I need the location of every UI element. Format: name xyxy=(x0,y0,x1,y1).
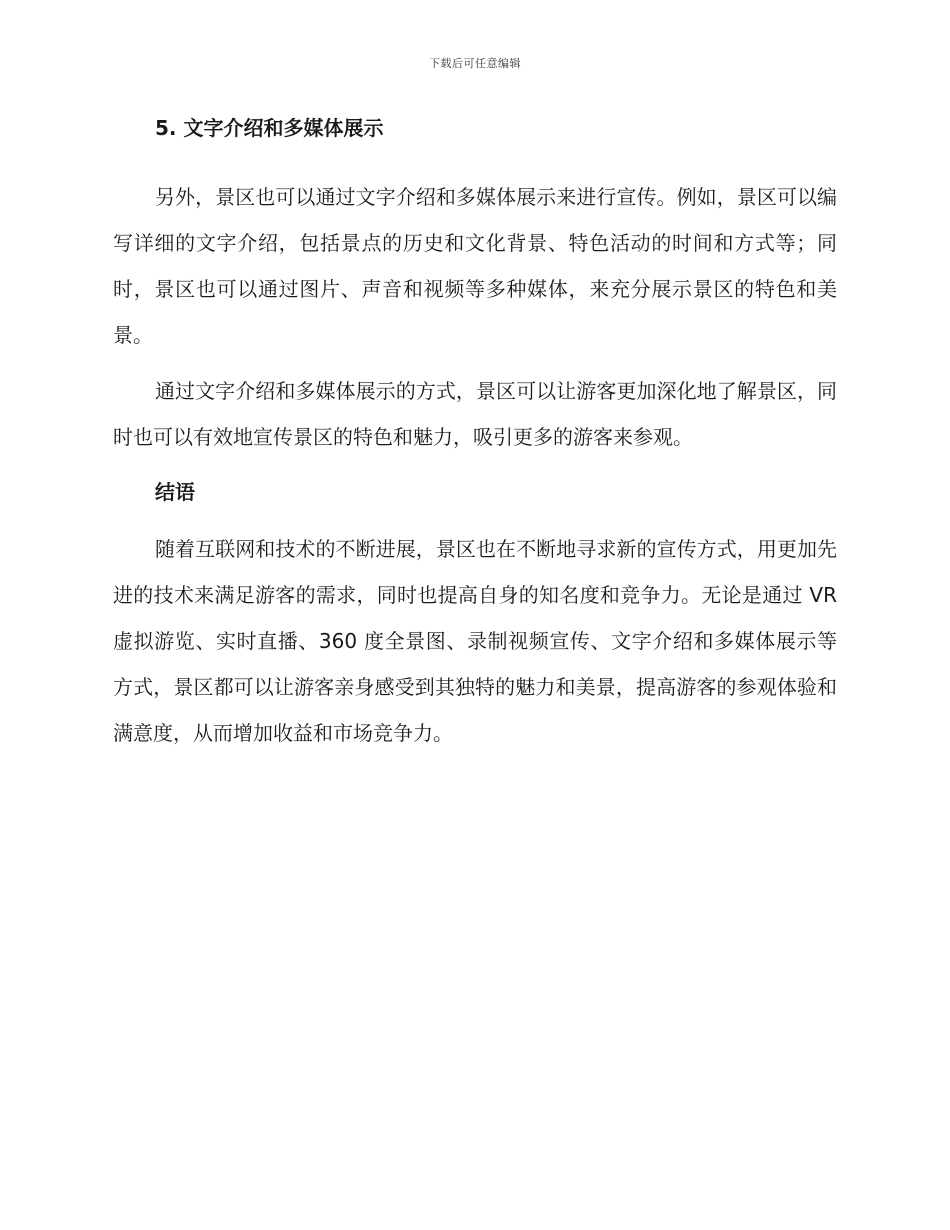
conclusion-paragraph: 随着互联网和技术的不断进展，景区也在不断地寻求新的宣传方式，用更加先进的技术来满足游客的需求，同时也提高自身的知名度和竞争力。无论是通过 VR 虚拟游览、实时直播、360 度全景图、录制视频宣传、文字介绍和多媒体展示等方式，景区都可以让游客亲身感受到其独特的魅力和美景，提高游客的参观体验和满意度，从而增加收益和市场竞争力。 xyxy=(113,537,837,745)
conclusion-heading: 结语 xyxy=(155,480,195,504)
document-body xyxy=(113,112,837,762)
body-paragraph: 通过文字介绍和多媒体展示的方式，景区可以让游客更加深化地了解景区，同时也可以有效地宣传景区的特色和魅力，吸引更多的游客来参观。 xyxy=(113,379,837,449)
body-paragraph: 另外，景区也可以通过文字介绍和多媒体展示来进行宣传。例如，景区可以编写详细的文字介绍，包括景点的历史和文化背景、特色活动的时间和方式等；同时，景区也可以通过图片、声音和视频等多种媒体，来充分展示景区的特色和美景。 xyxy=(113,185,837,347)
section-heading: 5. 文字介绍和多媒体展示 xyxy=(155,116,384,140)
header-note: 下载后可任意编辑 xyxy=(429,57,521,70)
